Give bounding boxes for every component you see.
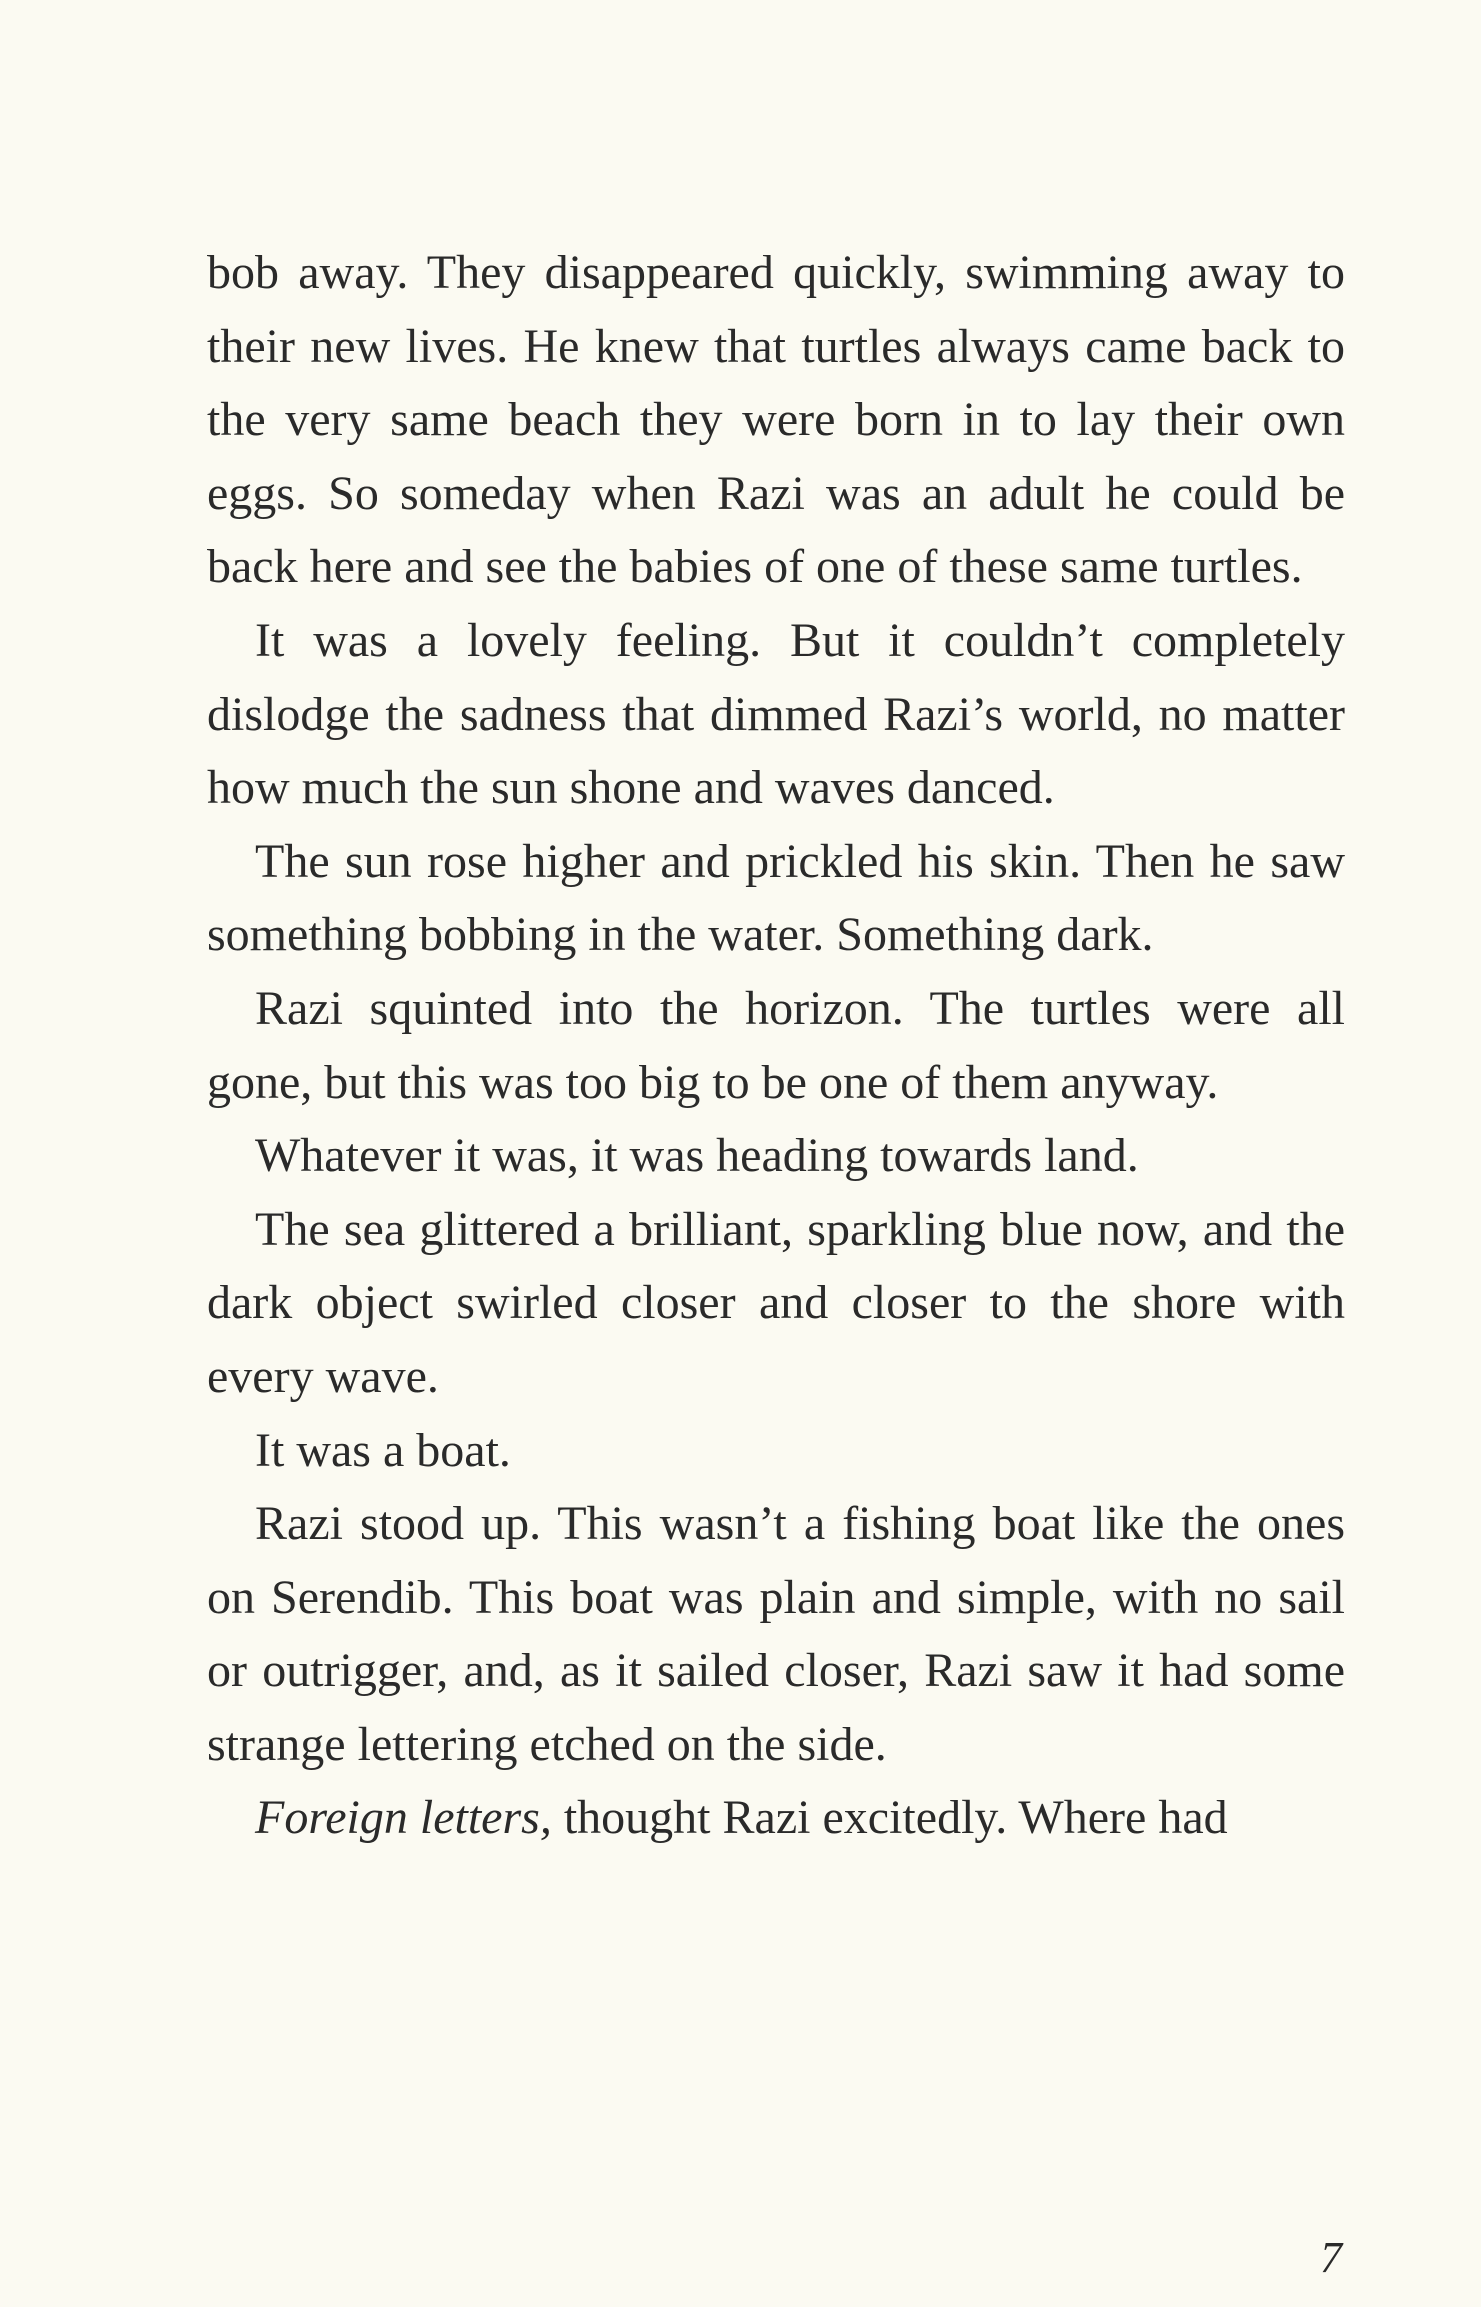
- paragraph: It was a lovely feeling. But it couldn’t completely dislodge the sadness that dimmed Razi’s world, no matter how much the sun shone and waves danced.: [207, 613, 1345, 815]
- paragraph: It was a boat.: [255, 1423, 511, 1477]
- paragraph: The sun rose higher and prickled his skin. Then he saw something bobbing in the water. Something dark.: [207, 834, 1345, 962]
- paragraph: Whatever it was, it was heading towards land.: [255, 1129, 1139, 1183]
- page-number: 7: [1320, 2233, 1342, 2282]
- paragraph-last: [207, 1781, 1345, 1855]
- paragraph: Razi stood up. This wasn’t a fishing boat like the ones on Serendib. This boat was plain and simple, with no sail or outrigger, and, as it sailed closer, Razi saw it had some strange lettering etched on the side.: [207, 1497, 1345, 1771]
- paragraph: The sea glittered a brilliant, sparkling blue now, and the dark object swirled closer and closer to the shore with every wave.: [207, 1202, 1345, 1403]
- italic-phrase: Foreign letters,: [255, 1791, 552, 1845]
- body-text: [207, 236, 1345, 1855]
- paragraph: bob away. They disappeared quickly, swimming away to their new lives. He knew that turtles always came back to the very same beach they were born in to lay their own eggs. So someday when Razi was an adult he could be back here and see the babies of one of these same turtles.: [207, 246, 1345, 594]
- paragraph-continuation: thought Razi excitedly. Where had: [551, 1791, 1228, 1845]
- paragraph: Razi squinted into the horizon. The turtles were all gone, but this was too big to be one of them anyway.: [207, 981, 1345, 1109]
